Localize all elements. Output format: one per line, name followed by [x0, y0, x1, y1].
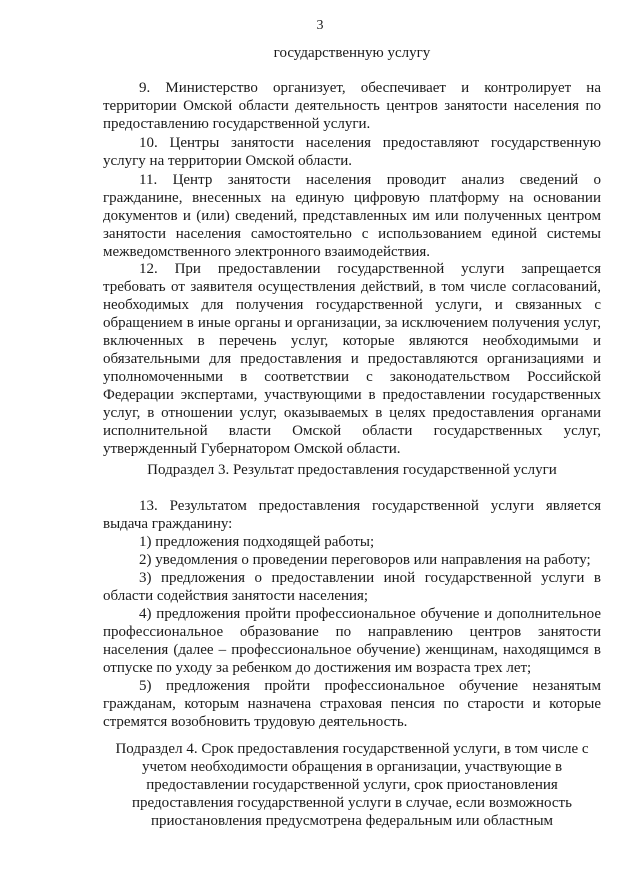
subsection-4-heading — [98, 740, 606, 830]
list-item-3 — [103, 569, 601, 605]
continuation-line-text: государственную услугу — [273, 45, 431, 61]
paragraph-9 — [103, 79, 601, 133]
list-item-4-text: 4) предложения пройти профессиональное обучение и дополнительное профессиональное образование по направлению центров занятости населения (далее – профессиональное обучение) женщинам, находящимся в отпуске по уходу за ребенком до достижения им возраста трех лет; — [103, 606, 601, 676]
paragraph-10-text: 10. Центры занятости населения предоставляют государственную услугу на территории Омской области. — [103, 135, 601, 169]
paragraph-10 — [103, 134, 601, 170]
page-number: 3 — [316, 18, 324, 33]
paragraph-13 — [103, 497, 601, 533]
paragraph-11-text: 11. Центр занятости населения проводит анализ сведений о гражданине, внесенных на единую цифровую платформу на основании документов и (или) сведений, представленных им или полученных центром занятости населения самостоятельно с использованием единой системы межведомственного электронного взаимодействия. — [103, 172, 601, 260]
list-item-2 — [103, 551, 601, 569]
continuation-line — [103, 44, 601, 62]
paragraph-9-text: 9. Министерство организует, обеспечивает и контролирует на территории Омской области деятельность центров занятости населения по предоставлению государственной услуги. — [103, 80, 601, 132]
paragraph-12-text: 12. При предоставлении государственной услуги запрещается требовать от заявителя осуществления действий, в том числе согласований, необходимых для получения государственной услуги, и связанных с обращением в иные органы и организации, за исключением получения услуг, включенных в перечень услуг, которые являются необходимыми и обязательными для предоставления и предоставляются организациями и уполномоченными в соответствии с законодательством Российской Федерации экспертами, участвующими в предоставлении государственных услуг, в отношении услуг, оказываемых в целях предоставления органами исполнительной власти Омской области государственных услуг, утвержденный Губернатором Омской области. — [103, 261, 601, 457]
paragraph-12 — [103, 260, 601, 458]
list-item-3-text: 3) предложения о предоставлении иной государственной услуги в области содействия занятости населения; — [103, 570, 601, 604]
subsection-4-title: Подраздел 4. Срок предоставления государственной услуги, в том числе с учетом необходимости обращения в организации, участвующие в предоставлении государственной услуги, срок приостановления предоставления государственной услуги в случае, если возможность приостановления предусмотрена федеральным или областным — [115, 741, 589, 829]
list-item-5 — [103, 677, 601, 731]
list-item-1-text: 1) предложения подходящей работы; — [139, 534, 375, 550]
subsection-3-title: Подраздел 3. Результат предоставления государственной услуги — [147, 462, 557, 478]
paragraph-13-text: 13. Результатом предоставления государственной услуги является выдача гражданину: — [103, 498, 601, 532]
list-item-4 — [103, 605, 601, 677]
list-item-5-text: 5) предложения пройти профессиональное обучение незанятым гражданам, которым назначена страховая пенсия по старости и которые стремятся возобновить трудовую деятельность. — [103, 678, 601, 730]
list-item-2-text: 2) уведомления о проведении переговоров или направления на работу; — [139, 552, 591, 568]
paragraph-11 — [103, 171, 601, 261]
subsection-3-heading — [103, 461, 601, 479]
list-item-1 — [103, 533, 601, 551]
